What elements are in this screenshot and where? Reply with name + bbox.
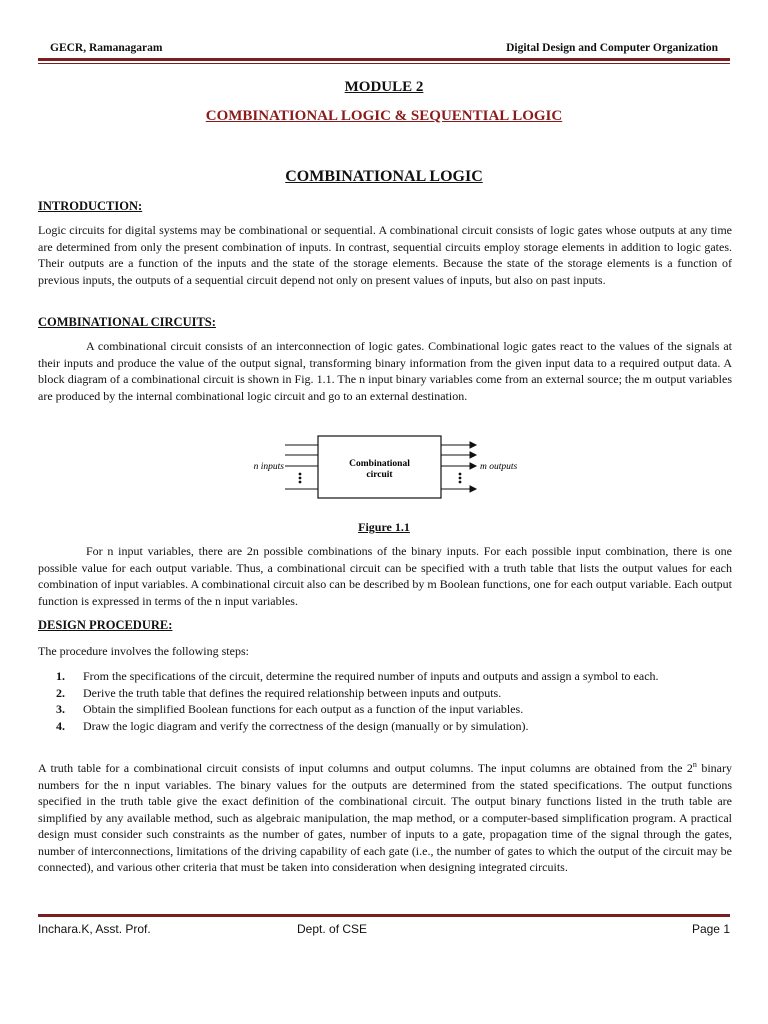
footer-author: Inchara.K, Asst. Prof. xyxy=(38,922,151,936)
header-course: Digital Design and Computer Organization xyxy=(506,42,718,54)
truth-table-paragraph xyxy=(38,757,732,876)
list-item xyxy=(56,685,732,702)
paragraph-after-figure: For n input variables, there are 2n possible combinations of the binary inputs. For each possible input combination, there is one possible value for each output variable. Thus, a combinational circuit can be specified with a truth table that lists the output values for each combination of input variables. A combinational circuit also can be described by m Boolean functions, one for each output variable. Each output function is expressed in terms of the n input variables. xyxy=(38,544,732,608)
footer-department: Dept. of CSE xyxy=(297,922,368,936)
module-title: MODULE 2 xyxy=(344,79,424,95)
step-text: From the specifications of the circuit, determine the required number of inputs and outputs and assign a symbol to each. xyxy=(83,669,659,683)
output-arrowhead xyxy=(470,452,476,458)
module-subtitle: COMBINATIONAL LOGIC & SEQUENTIAL LOGIC xyxy=(205,108,563,124)
footer-page-number: Page 1 xyxy=(691,922,730,936)
introduction-heading: INTRODUCTION: xyxy=(38,199,143,213)
design-procedure-heading: DESIGN PROCEDURE: xyxy=(38,618,173,632)
step-text: Derive the truth table that defines the required relationship between inputs and outputs. xyxy=(83,685,502,700)
output-arrowhead xyxy=(470,442,476,448)
header-rule-thick xyxy=(38,58,730,61)
ellipsis-dot xyxy=(299,481,301,483)
list-item xyxy=(56,718,732,735)
list-item xyxy=(56,701,732,718)
page-footer xyxy=(38,922,730,938)
output-arrowhead xyxy=(470,486,476,492)
ellipsis-dot xyxy=(459,477,461,479)
step-number: 1. xyxy=(56,669,65,683)
ellipsis-dot xyxy=(459,481,461,483)
step-number: 2. xyxy=(56,685,65,700)
page-header xyxy=(38,42,730,58)
truth-table-text-part1: A truth table for a combinational circuit consists of input columns and output columns. The input columns are obtained from the 2 xyxy=(38,761,693,775)
outputs-label: m outputs xyxy=(480,462,518,472)
ellipsis-dot xyxy=(299,477,301,479)
block-label-line1: Combinational xyxy=(349,459,410,469)
introduction-text: Logic circuits for digital systems may be combinational or sequential. A combinational circuit consists of logic gates whose outputs at any time are determined from only the present combination of inputs. In contrast, sequential circuits employ storage elements in addition to logic gates. Their outputs are a function of the inputs and the state of the storage elements. Because the state of the storage elements is a function of previous inputs, the outputs of a sequential circuit depend not only on present values of inputs, but also on past inputs. xyxy=(38,223,732,287)
inputs-label: n inputs xyxy=(253,462,284,472)
header-rule-thin xyxy=(38,63,730,64)
ellipsis-dot xyxy=(459,473,461,475)
combinational-circuits-text: A combinational circuit consists of an interconnection of logic gates. Combinational logic gates react to the values of the signals at their inputs and produce the value of the output signal, transforming binary information from the given input data to a required output data. A block diagram of a combinational circuit is shown in Fig. 1.1. The n input binary variables come from an external source; the m output variables are produced by the internal combinational logic circuit and go to an external destination. xyxy=(38,339,732,403)
step-text: Obtain the simplified Boolean functions for each output as a function of the input variables. xyxy=(83,702,524,716)
footer-rule xyxy=(38,914,730,917)
truth-table-text-part2: binary numbers for the n input variables. The binary values for the outputs are determined from the stated specifications. The output functions specified in the truth table give the exact definition of the combinational circuit. The output binary functions listed in the truth table are simplified by any available method, such as algebraic manipulation, the map method, or a computer-based simplification program. A practical design must consider such constraints as the number of gates, number of inputs to a gate, propagation time of the signal through the gates, number of interconnections, limitations of the driving capability of each gate (i.e., the number of gates to which the output of the circuit may be connected), and various other criteria that must be taken into consideration when designing integrated circuits. xyxy=(38,761,733,874)
ellipsis-dot xyxy=(299,473,301,475)
list-item xyxy=(56,668,732,685)
step-number: 3. xyxy=(56,702,65,716)
design-procedure-intro: The procedure involves the following steps: xyxy=(38,644,249,658)
design-steps-list xyxy=(56,668,732,734)
step-text: Draw the logic diagram and verify the correctness of the design (manually or by simulation). xyxy=(83,718,529,733)
step-number: 4. xyxy=(56,718,65,733)
combinational-circuits-heading: COMBINATIONAL CIRCUITS: xyxy=(38,315,216,329)
superscript-n: n xyxy=(692,760,697,769)
block-label-line2: circuit xyxy=(366,470,393,480)
figure-caption: Figure 1.1 xyxy=(358,520,410,534)
output-arrowhead xyxy=(470,463,476,469)
section-title: COMBINATIONAL LOGIC xyxy=(285,168,483,185)
block-diagram xyxy=(240,432,530,500)
header-college: GECR, Ramanagaram xyxy=(50,42,163,54)
